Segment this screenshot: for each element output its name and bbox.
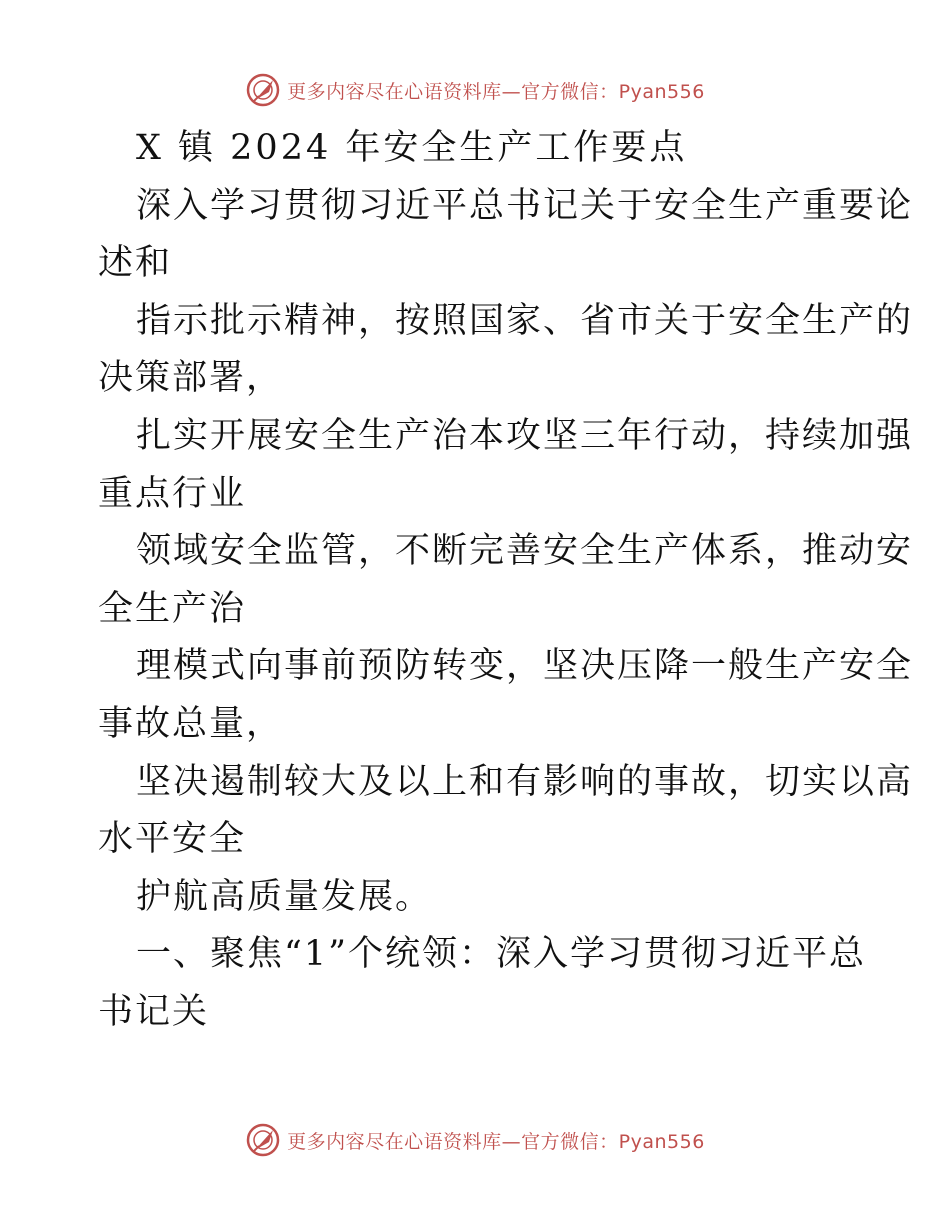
- section-heading-line: 一、聚焦“1”个统领：深入学习贯彻习近平总: [136, 934, 867, 975]
- watermark-footer: [0, 1120, 950, 1160]
- quill-logo-icon: [245, 1122, 281, 1158]
- paragraph-line: 事故总量，: [98, 703, 284, 744]
- watermark-header: [0, 70, 950, 110]
- paragraph-line: 深入学习贯彻习近平总书记关于安全生产重要论: [136, 185, 914, 226]
- document-body: [98, 120, 914, 1042]
- watermark-text: 更多内容尽在心语资料库—官方微信：Pyan556: [287, 1130, 705, 1153]
- paragraph-line: 全生产治: [98, 588, 247, 629]
- paragraph-line: 理模式向事前预防转变，坚决压降一般生产安全: [136, 646, 914, 687]
- paragraph-line: 重点行业: [98, 473, 247, 514]
- paragraph-line: 护航高质量发展。: [136, 876, 433, 917]
- paragraph-line: 扎实开展安全生产治本攻坚三年行动，持续加强: [136, 415, 914, 456]
- watermark-text: 更多内容尽在心语资料库—官方微信：Pyan556: [287, 80, 705, 103]
- document-title: X 镇 2024 年安全生产工作要点: [136, 128, 688, 168]
- paragraph-line: 坚决遏制较大及以上和有影响的事故，切实以高: [136, 761, 914, 802]
- paragraph-line: 述和: [98, 243, 173, 284]
- quill-logo-icon: [245, 72, 281, 108]
- paragraph-line: 领域安全监管，不断完善安全生产体系，推动安: [136, 531, 914, 572]
- paragraph-line: 指示批示精神，按照国家、省市关于安全生产的: [136, 300, 914, 341]
- paragraph-line: 水平安全: [98, 819, 247, 860]
- paragraph-line: 决策部署，: [98, 358, 284, 399]
- paragraph-line: 书记关: [98, 991, 210, 1032]
